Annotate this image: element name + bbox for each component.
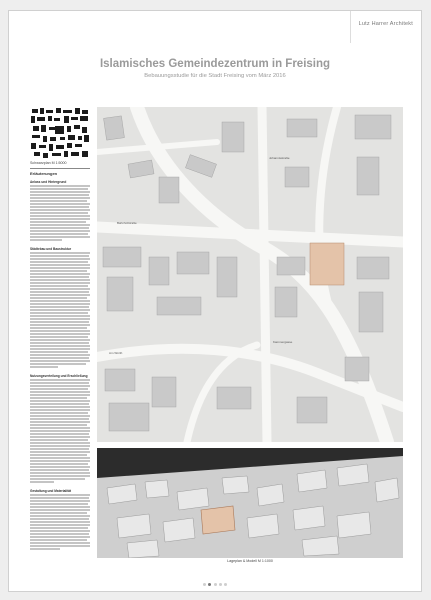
page-dot[interactable] <box>214 583 217 586</box>
model-caption: Lageplan & Modell M 1:1000 <box>227 559 273 563</box>
body-text-staedtebau <box>30 252 90 370</box>
street-label: Bahnhofstraße <box>117 221 137 225</box>
body-text-gestaltung <box>30 494 90 552</box>
street-label: Johannisstraße <box>269 156 290 160</box>
left-column <box>30 107 90 552</box>
heading-gestaltung: Gestaltung und Materialität <box>30 489 72 493</box>
project-site-marker <box>310 243 344 285</box>
project-model-marker <box>201 506 235 534</box>
street-label: Am Wörth <box>109 351 123 355</box>
model-photo-image <box>97 448 403 558</box>
divider <box>30 168 90 169</box>
site-plan-image <box>97 107 403 442</box>
author-label: Lutz Harrer Architekt <box>358 21 413 27</box>
header-divider <box>350 11 421 43</box>
street-label: Kammergasse <box>273 340 293 344</box>
schwarzplan-image <box>30 107 90 159</box>
body-text-nutzung <box>30 379 90 485</box>
page-title: Islamisches Gemeindezentrum in Freising <box>99 58 331 70</box>
page-subtitle: Bebauungsstudie für die Stadt Freising vom März 2016 <box>144 73 286 79</box>
body-text-anlass <box>30 185 90 243</box>
section-title: Erläuterungen <box>30 171 58 176</box>
heading-staedtebau: Städtebau und Baustruktur <box>30 247 72 251</box>
page-dot-active[interactable] <box>208 583 211 586</box>
page-dot[interactable] <box>203 583 206 586</box>
heading-anlass: Anlass und Hintergrund <box>30 180 67 184</box>
page-dot[interactable] <box>224 583 227 586</box>
pagination <box>9 583 421 586</box>
heading-nutzung: Nutzungsverteilung und Erschließung <box>30 374 88 378</box>
page-dot[interactable] <box>219 583 222 586</box>
poster-sheet <box>8 10 422 592</box>
schwarzplan-caption: Schwarzplan M 1:5000 <box>30 161 67 165</box>
